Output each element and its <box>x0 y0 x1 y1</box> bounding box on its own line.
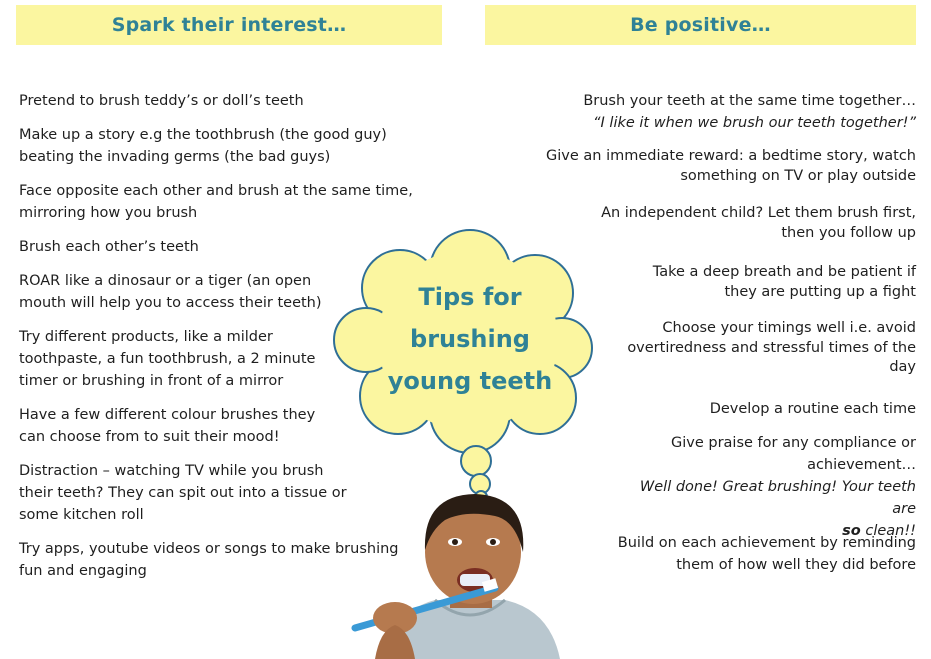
cloud-line: young teeth <box>387 367 553 395</box>
praise-quote-bold: so <box>842 523 861 539</box>
left-tip: Distraction – watching TV while you brush their teeth? They can spit out into a tissue or some kitchen roll <box>19 463 347 523</box>
child-brushing-teeth-icon <box>345 490 575 659</box>
right-tip: Take a deep breath and be patient if they are putting up a fight <box>652 264 916 300</box>
praise-quote-a: Well done! Great brushing! Your teeth are <box>639 479 916 517</box>
cloud-title <box>370 276 570 402</box>
right-tip: Choose your timings well i.e. avoid overtiredness and stressful times of the day <box>627 320 916 375</box>
left-tip: Have a few different colour brushes they can choose from to suit their mood! <box>19 407 316 445</box>
right-tip: Build on each achievement by reminding them of how well they did before <box>617 535 916 573</box>
left-heading: Spark their interest… <box>111 14 347 36</box>
right-heading-banner <box>485 5 916 45</box>
cloud-line: brushing <box>410 325 530 353</box>
right-tip: Develop a routine each time <box>709 401 916 417</box>
praise-quote-b: clean!! <box>865 523 916 539</box>
right-heading: Be positive… <box>630 14 771 36</box>
left-tip: Pretend to brush teddy’s or doll’s teeth <box>19 93 304 109</box>
left-tip: Face opposite each other and brush at the same time, mirroring how you brush <box>19 183 413 221</box>
cloud-line: Tips for <box>418 283 522 311</box>
right-tip: An independent child? Let them brush first, then you follow up <box>601 205 916 241</box>
right-tip <box>556 90 916 134</box>
left-tip: ROAR like a dinosaur or a tiger (an open mouth will help you to access their teeth) <box>19 273 322 311</box>
left-tip: Brush each other’s teeth <box>19 239 199 255</box>
left-tip: Make up a story e.g the toothbrush (the good guy) beating the invading germs (the bad guys) <box>19 127 387 165</box>
right-tip: Give an immediate reward: a bedtime story, watch something on TV or play outside <box>546 148 916 184</box>
right-tip-text: Give praise for any compliance or achievement… <box>671 435 916 473</box>
right-tip <box>616 432 916 542</box>
left-tip: Try apps, youtube videos or songs to make brushing fun and engaging <box>19 541 399 579</box>
left-tip: Try different products, like a milder toothpaste, a fun toothbrush, a 2 minute timer or brushing in front of a mirror <box>19 329 316 389</box>
left-heading-banner <box>16 5 442 45</box>
right-tip-text: Brush your teeth at the same time together… <box>583 93 916 109</box>
right-tip-quote: “I like it when we brush our teeth together!” <box>593 115 916 131</box>
